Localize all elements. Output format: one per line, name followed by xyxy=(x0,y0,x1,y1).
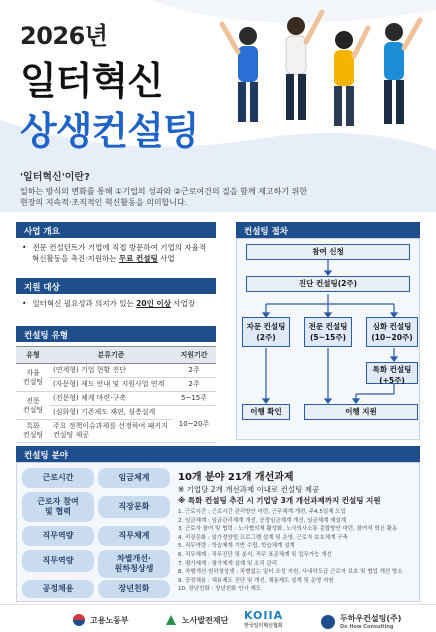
period-cell: 5~15주 xyxy=(172,392,216,406)
type-cell: 전문 컨설팅 xyxy=(16,392,50,420)
foundation-emblem-icon xyxy=(164,613,178,627)
intro-text-1: 일하는 방식의 변화를 통해 ①기업의 성과와 ②근로여건의 질을 함께 제고하기 위한 xyxy=(20,187,308,196)
dohow-logo: 두하우컨설팅(주) Do How Consulting xyxy=(320,613,401,630)
bullet-icon: • xyxy=(22,243,27,252)
type-cell: 자율 컨설팅 xyxy=(16,364,50,392)
step-diagnosis: 진단 컨설팅(2주) xyxy=(246,276,410,292)
fields-title: 컨설팅 분야 xyxy=(24,451,69,461)
step-apply: 참여 신청 xyxy=(246,244,410,260)
target-text xyxy=(22,298,232,309)
page-subtitle: 상생컨설팅 xyxy=(20,109,199,153)
field-working-hours: 근로시간 xyxy=(22,468,94,488)
field-job-system: 직무체계 xyxy=(98,526,170,546)
step-check: 이행 확인 xyxy=(242,404,290,420)
table-row xyxy=(16,364,216,378)
target-line: 일터혁신 필요성과 의지가 있는 xyxy=(32,299,137,308)
fields-task-list xyxy=(178,508,416,594)
overview-title: 사업 개요 xyxy=(24,227,60,237)
field-workplace-culture: 직장문화 xyxy=(98,496,170,518)
field-job-competency-2: 직무역량 xyxy=(22,550,94,572)
overview-line-1: 전문 컨설턴트가 기업에 직접 방문하여 기업의 자율적 xyxy=(32,243,207,252)
hero-banner xyxy=(0,0,436,160)
types-title: 컨설팅 유형 xyxy=(24,331,69,341)
intro-section xyxy=(0,160,436,212)
period-cell: 2주 xyxy=(172,364,216,378)
target-title: 지원 대상 xyxy=(24,283,60,293)
fields-list-title: 10개 분야 21개 개선과제 xyxy=(178,472,294,483)
list-item: 3. 근로자 참여 및 협력 : 노사협의체 활성화, 노사의사소통 종합방안 마련, 참여적 혁신 활동 xyxy=(178,526,398,533)
list-item: 5. 직무역량 : 학습체계 기반 수립, 학습체계 설계 xyxy=(178,543,295,550)
table-header-row xyxy=(16,347,216,364)
table-header: 지원기간 xyxy=(172,347,216,364)
type-cell: 특화 컨설팅 xyxy=(16,420,50,443)
criteria-cell: (전문형) 체계 마련·구축 xyxy=(50,392,172,406)
field-fair-hiring: 공정채용 xyxy=(22,580,94,598)
field-participation: 근로자 참여 및 협력 xyxy=(22,492,94,522)
field-wage-system: 임금체계 xyxy=(98,468,170,488)
list-item: 10. 장년친화 : 장년친화 인사 제도 xyxy=(178,586,262,593)
table-header: 분류기준 xyxy=(50,347,172,364)
ministry-logo: 고용노동부 xyxy=(72,613,129,627)
target-highlight: 20인 이상 xyxy=(136,299,171,308)
overview-text xyxy=(22,242,222,264)
step-advisory: 자문 컨설팅 (2주) xyxy=(242,317,290,347)
process-title: 컨설팅 절차 xyxy=(244,227,289,237)
fields-note-2: ※ 특화 컨설팅 추진 시 기업당 3개 개선과제까지 컨설팅 지원 xyxy=(178,496,381,505)
step-specialized: 특화 컨설팅 (+5주) xyxy=(366,362,418,384)
table-header: 유형 xyxy=(16,347,50,364)
fields-note-1: ※ 기업당 2개 개선과제 이내로 컨설팅 제공 xyxy=(178,485,320,494)
overview-line-2: 혁신활동을 촉진·지원하는 xyxy=(32,254,119,263)
criteria-cell: 주요 정책이슈과제를 선정하여 패키지 컨설팅 제공 xyxy=(50,420,172,443)
step-professional: 전문 컨설팅 (5~15주) xyxy=(304,317,352,347)
target-line-end: 사업장 xyxy=(170,299,196,308)
fields-header xyxy=(16,446,420,462)
types-header xyxy=(16,326,216,342)
list-item: 4. 직장문화 : 일가정양립 프로그램 설계 및 운영, 근로자 보호체계 구축 xyxy=(178,534,348,541)
period-cell: 2주 xyxy=(172,378,216,392)
intro-question: '일터혁신'이란? xyxy=(20,172,90,183)
overview-highlight: 무료 컨설팅 xyxy=(118,254,158,263)
step-advanced: 심화 컨설팅 (10~20주) xyxy=(366,317,418,347)
list-item: 7. 평가체계 : 평가체계 설계 및 조직 관리 xyxy=(178,560,278,567)
overview-line-2-end: 사업 xyxy=(157,254,175,263)
target-header xyxy=(16,278,216,294)
criteria-cell: (자문형) 제도 안내 및 지원사업 연계 xyxy=(50,378,172,392)
bullet-icon: • xyxy=(22,299,27,308)
process-header xyxy=(236,222,420,238)
field-discrimination: 차별개선· 원하청상생 xyxy=(98,550,170,578)
step-support: 이행 지원 xyxy=(304,404,418,420)
period-cell: 10~20주 xyxy=(172,406,216,443)
list-item: 6. 직무체계 : 직무진단 및 분석, 직무 표준체계 및 업무가능 개선 xyxy=(178,551,332,558)
dohow-emblem-icon xyxy=(320,614,336,630)
criteria-cell: (연계형) 기업 현황 진단 xyxy=(50,364,172,378)
list-item: 1. 근로시간 : 근로시간 관리방안 마련, 근무체계 개편, 주4.5일제 도입 xyxy=(178,509,346,515)
ministry-emblem-icon xyxy=(72,613,86,627)
page-title: 일터혁신 xyxy=(20,59,163,103)
table-row xyxy=(16,392,216,406)
year-label: 2026년 xyxy=(20,22,108,50)
criteria-cell: (심화형) 기존제도 재편, 심층설계 xyxy=(50,406,172,420)
list-item: 9. 공정채용 : 채용제도 진단 및 개선, 채용제도 설계 및 운영 지원 xyxy=(178,577,334,584)
field-job-competency-1: 직무역량 xyxy=(22,526,94,546)
footer-logos xyxy=(0,604,436,632)
list-item: 2. 임금체계 : 임금관리체계 개선, 공정임금체계 개선, 임금체계 재설계 xyxy=(178,517,347,524)
list-item: 8. 차별개선·원하청상생 : 차별없는 일터 조성 지원, 사내하도급 근로자 보호 및 협업 개선 방소 xyxy=(178,569,403,576)
foundation-logo: 노사발전재단 xyxy=(164,613,228,627)
field-senior-friendly: 장년친화 xyxy=(98,580,170,598)
consulting-types-table xyxy=(16,346,216,443)
koiia-logo: KOIIA 한국일터혁신협회 xyxy=(244,609,284,629)
overview-header xyxy=(16,222,216,238)
people-illustration xyxy=(208,6,428,136)
intro-text-2: 현장의 지속적·조직적인 혁신활동을 의미합니다. xyxy=(20,198,188,207)
